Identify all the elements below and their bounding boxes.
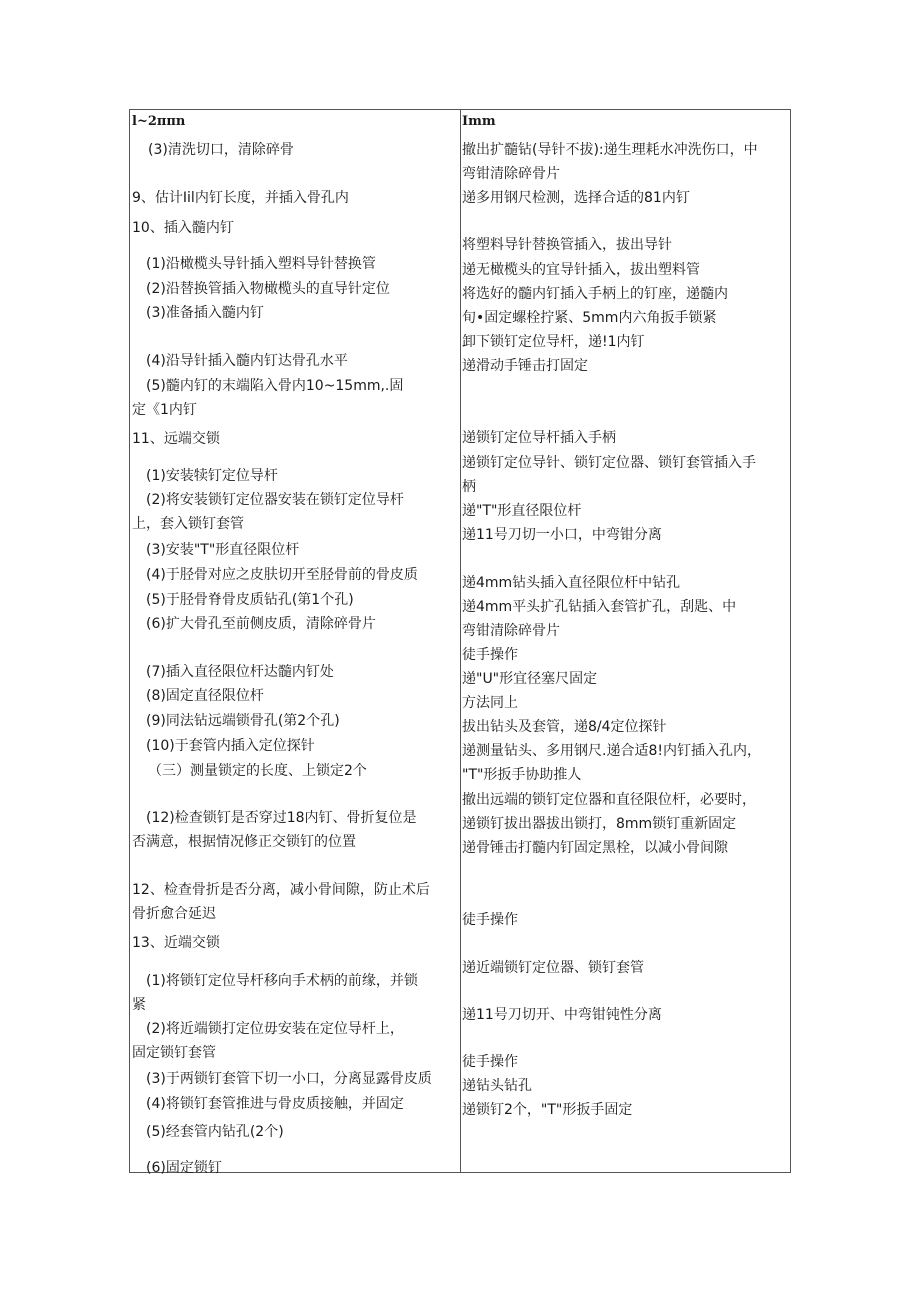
right-line: 徒手操作 [462,1054,518,1070]
right-line: 递钻头钻孔 [462,1078,532,1094]
left-line: （三）测量锁定的长度、上锁定2个 [148,763,367,779]
left-line: 11、远端交锁 [132,431,220,447]
left-line: (1)安装犊钉定位导杆 [146,468,278,484]
right-line: 递锁钉2个，"T"形扳手固定 [462,1102,633,1118]
left-line: 骨折愈合延迟 [132,906,216,922]
left-line: (6)扩大骨孔至前侧皮质，清除碎骨片 [146,616,376,632]
right-line: 旬•固定螺栓拧紧、5mm内六角扳手锁紧 [462,310,717,326]
left-line: (2)沿替换管插入物橄榄头的直导针定位 [146,281,390,297]
right-line: 递骨锤击打髓内钉固定黑栓，以减小骨间隙 [462,840,728,856]
left-line: (3)清洗切口，清除碎骨 [148,142,294,158]
right-line: 递近端锁钉定位器、锁钉套管 [462,960,644,976]
right-line: 递"U"形宜径塞尺固定 [462,671,598,687]
right-line: 递无橄榄头的宜导针插入，拔出塑料管 [462,262,700,278]
left-line: (5)经套管内钻孔(2个) [146,1124,284,1140]
left-line: (1)将锁钉定位导杆移向手术柄的前缘，并锁 [146,973,418,989]
right-line: 撤出扩髓钻(导针不拔):递生理耗水冲洗伤口，中 [462,142,758,158]
left-line: (7)插入直径限位杆达髓内钉处 [146,664,334,680]
left-line: 固定锁钉套管 [132,1045,216,1061]
right-line: 递锁钉拔出器拔出锁打，8mm锁钉重新固定 [462,816,737,832]
right-line: 递"T"形直径限位杆 [462,503,582,519]
left-header: l~2ππn [132,114,186,129]
right-line: 递11号刀切一小口，中弯钳分离 [462,527,662,543]
right-line: 撤出远端的锁钉定位器和直径限位杆，必要时， [462,792,756,808]
left-line: 9、估计Iil内钉长度，并插入骨孔内 [132,190,349,206]
left-line: 10、插入髓内钉 [132,220,234,236]
left-line: (8)固定直径限位杆 [146,688,264,704]
left-line: (4)将锁钉套管推进与骨皮质接触，并固定 [146,1096,404,1112]
right-line: 卸下锁钉定位导杆，递!1内钉 [462,334,645,350]
right-line: 递11号刀切开、中弯钳钝性分离 [462,1007,662,1023]
right-line: 弯钳清除碎骨片 [462,166,560,182]
right-line: 弯钳清除碎骨片 [462,623,560,639]
right-line: 徒手操作 [462,647,518,663]
left-line: (3)于两锁钉套管下切一小口，分离显露骨皮质 [146,1071,432,1087]
left-line: 否满意，根据情况修正交锁钉的位置 [132,834,356,850]
right-header: Imm [462,114,496,129]
left-line: (6)固定锁钉 [146,1160,222,1176]
right-line: 将塑料导针替换管插入，拔出导针 [462,237,672,253]
left-line: (5)髓内钉的末端陷入骨内10~15mm,.固 [146,378,404,394]
left-line: (2)将安装锁钉定位器安装在锁钉定位导杆 [146,492,404,508]
left-line: 12、检查骨折是否分离，减小骨间隙，防止术后 [132,882,430,898]
left-line: (2)将近端锁打定位毋安装在定位导杆上， [146,1021,404,1037]
right-line: 递锁钉定位导杆插入手柄 [462,430,616,446]
left-line: (3)准备插入髓内钉 [146,305,264,321]
left-line: (4)沿导针插入髓内钉达骨孔水平 [146,353,348,369]
column-divider [460,110,461,1172]
right-line: 递4mm钻头插入直径限位杆中钻孔 [462,575,681,591]
left-line: 定《1内钉 [132,402,197,418]
right-line: "T"形扳手协助推人 [462,767,582,783]
left-line: (10)于套管内插入定位探针 [146,738,315,754]
right-line: 递测量钻头、多用钢尺.递合适8!内钉插入孔内， [462,743,761,759]
right-line: 将选好的髓内钉插入手柄上的钉座，递髓内 [462,286,728,302]
left-line: 13、近端交锁 [132,935,220,951]
right-line: 方法同上 [462,695,518,711]
right-line: 递锁钉定位导针、锁钉定位器、锁钉套管插入手 [462,455,756,471]
right-line: 拔出钻头及套管，递8/4定位探针 [462,719,667,735]
left-line: (4)于胫骨对应之皮肤切开至胫骨前的骨皮质 [146,567,418,583]
right-line: 徒手操作 [462,912,518,928]
left-line: (5)于胫骨脊骨皮质钻孔(第1个孔) [146,592,354,608]
left-line: 上，套入锁钉套管 [132,516,244,532]
right-line: 递多用钢尺检测，选择合适的81内钉 [462,190,690,206]
right-line: 递4mm平头扩孔钻插入套管扩孔，刮匙、中 [462,599,737,615]
left-line: (9)同法钻远端锁骨孔(第2个孔) [146,713,340,729]
right-line: 递滑动手锤击打固定 [462,358,588,374]
left-line: (12)检查锁钉是否穿过18内钉、骨折复位是 [146,810,417,826]
left-line: (1)沿橄榄头导针插入塑料导针替换管 [146,256,376,272]
left-line: 紧 [132,997,146,1013]
procedure-table [129,109,791,1176]
left-line: (3)安装"T"形直径限位杆 [146,542,300,558]
right-line: 柄 [462,479,476,495]
